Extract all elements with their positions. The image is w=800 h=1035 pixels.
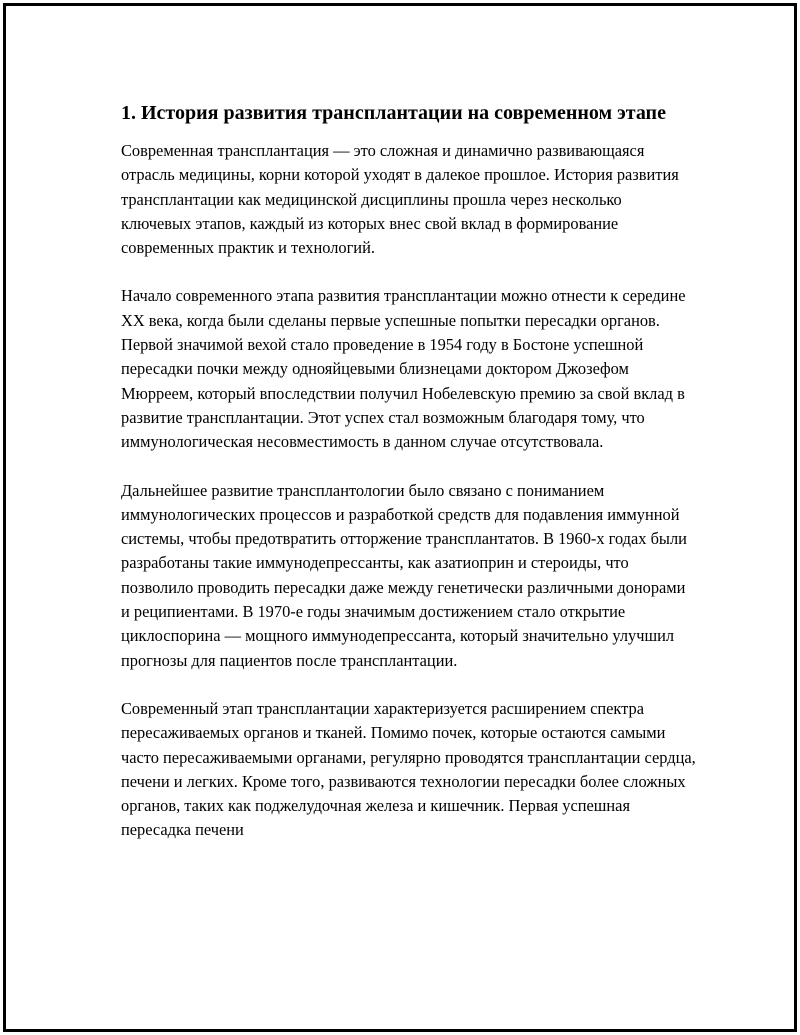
paragraph-1: Современная трансплантация — это сложная и динамично развивающаяся отрасль медицины, корни которой уходят в далекое прошлое. История развития трансплантации как медицинской дисциплины прошла через несколько ключевых этапов, каждый из которых внес свой вклад в формирование современных практик и технологий. xyxy=(121,141,679,258)
paragraph-4: Современный этап трансплантации характеризуется расширением спектра пересаживаемых органов и тканей. Помимо почек, которые остаются самыми часто пересаживаемыми органами, регулярно проводятся трансплантации сердца, печени и легких. Кроме того, развиваются технологии пересадки более сложных органов, таких как поджелудочная железа и кишечник. Первая успешная пересадка печени xyxy=(121,698,696,840)
paragraph-2: Начало современного этапа развития трансплантации можно отнести к середине XX века, когда были сделаны первые успешные попытки пересадки органов. Первой значимой вехой стало проведение в 1954 году в Бостоне успешной пересадки почки между однояйцевыми близнецами доктором Джозефом Мюрреем, который впоследствии получил Нобелевскую премию за свой вклад в развитие трансплантации. Этот успех стал возможным благодаря тому, что иммунологическая несовместимость в данном случае отсутствовала. xyxy=(121,286,686,452)
paragraph-3: Дальнейшее развитие трансплантологии было связано с пониманием иммунологических процессов и разработкой средств для подавления иммунной системы, чтобы предотвратить отторжение трансплантатов. В 1960-х годах были разработаны такие иммунодепрессанты, как азатиоприн и стероиды, что позволило проводить пересадки даже между генетически различными донорами и реципиентами. В 1970-е годы значимым достижением стало открытие циклоспорина — мощного иммунодепрессанта, который значительно улучшил прогнозы для пациентов после трансплантации. xyxy=(121,480,687,670)
page-frame xyxy=(3,3,797,1032)
section-heading: 1. История развития трансплантации на современном этапе xyxy=(121,102,666,124)
document-body xyxy=(121,99,696,867)
